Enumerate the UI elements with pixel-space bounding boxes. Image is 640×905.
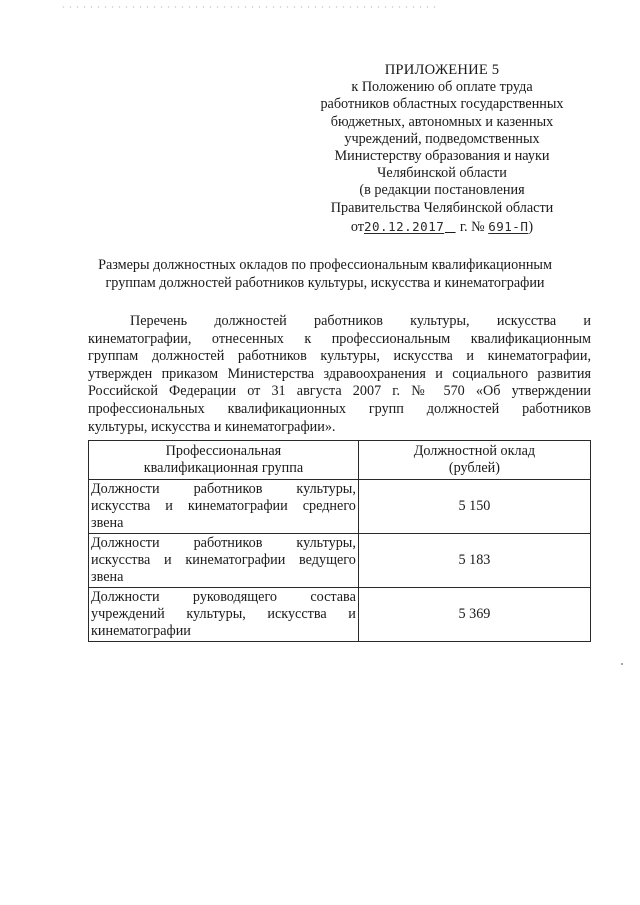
appendix-line: Челябинской области bbox=[377, 165, 507, 182]
appendix-line: работников областных государственных bbox=[320, 96, 564, 113]
group-line: Должности руководящего состава bbox=[91, 589, 356, 605]
group-line: искусства и кинематографии среднего bbox=[91, 498, 356, 514]
table-row bbox=[89, 588, 591, 642]
header-group-cell bbox=[89, 441, 359, 480]
group-cell bbox=[89, 480, 359, 534]
appendix-line: Правительства Челябинской области bbox=[330, 199, 554, 216]
paragraph-line: культуры, искусства и кинематографии». bbox=[88, 418, 336, 435]
group-line: учреждений культуры, искусства и bbox=[91, 606, 356, 622]
table-header-row bbox=[89, 441, 591, 480]
scan-artifact bbox=[60, 4, 440, 10]
date-value: 20.12.2017 bbox=[364, 218, 445, 234]
appendix-line: учреждений, подведомственных bbox=[344, 130, 540, 147]
decree-number: 691-П bbox=[488, 218, 529, 234]
date-prefix: от bbox=[350, 218, 364, 235]
group-line: искусства и кинематографии ведущего bbox=[91, 552, 356, 568]
header-line: квалификационная группа bbox=[143, 460, 304, 476]
group-line: Должности работников культуры, bbox=[91, 481, 356, 497]
header-line: Должностной оклад bbox=[413, 443, 536, 459]
appendix-line: к Положению об оплате труда bbox=[351, 79, 533, 96]
group-line: звена bbox=[91, 569, 124, 585]
paragraph-line: группам должностей работников культуры, искусства и кинематографии, bbox=[88, 348, 591, 365]
group-line: кинематографии bbox=[91, 623, 191, 639]
heading-line: Размеры должностных окладов по профессиональным квалификационным bbox=[98, 257, 552, 273]
group-line: звена bbox=[91, 515, 124, 531]
header-line: (рублей) bbox=[448, 460, 500, 476]
table-row bbox=[89, 480, 591, 534]
appendix-line: Министерству образования и науки bbox=[334, 148, 550, 165]
heading-line: группам должностей работников культуры, искусства и кинематографии bbox=[105, 274, 545, 291]
paragraph-line: Российской Федерации от 31 августа 2007 г. № 570 «Об утверждении bbox=[88, 383, 591, 400]
group-cell bbox=[89, 534, 359, 588]
appendix-line: (в редакции постановления bbox=[359, 182, 525, 199]
group-cell bbox=[89, 588, 359, 642]
document-heading bbox=[60, 257, 590, 292]
paragraph-line: кинематографии, отнесенных к профессиональным квалификационным bbox=[88, 330, 591, 347]
header-line: Профессиональная bbox=[165, 443, 282, 459]
paragraph-line: Перечень должностей работников культуры, искусства и bbox=[130, 313, 591, 329]
group-line: Должности работников культуры, bbox=[91, 535, 356, 551]
header-salary-cell bbox=[358, 441, 590, 480]
table-row bbox=[89, 534, 591, 588]
paragraph-line: профессиональных квалификационных групп должностей работников bbox=[88, 400, 591, 417]
year-number-label: г. № bbox=[459, 218, 485, 235]
intro-paragraph bbox=[88, 313, 591, 436]
closing-paren: ) bbox=[528, 218, 534, 235]
appendix-title: ПРИЛОЖЕНИЕ 5 bbox=[384, 62, 500, 78]
salary-cell: 5 369 bbox=[358, 588, 590, 642]
appendix-block bbox=[292, 62, 592, 236]
appendix-date-line bbox=[292, 218, 592, 236]
salary-cell: 5 183 bbox=[358, 534, 590, 588]
paragraph-line: утвержден приказом Министерства здравоохранения и социального развития bbox=[88, 365, 591, 382]
salary-cell: 5 150 bbox=[358, 480, 590, 534]
scan-speck bbox=[621, 663, 623, 665]
appendix-line: бюджетных, автономных и казенных bbox=[330, 113, 554, 130]
salary-table bbox=[88, 440, 591, 642]
